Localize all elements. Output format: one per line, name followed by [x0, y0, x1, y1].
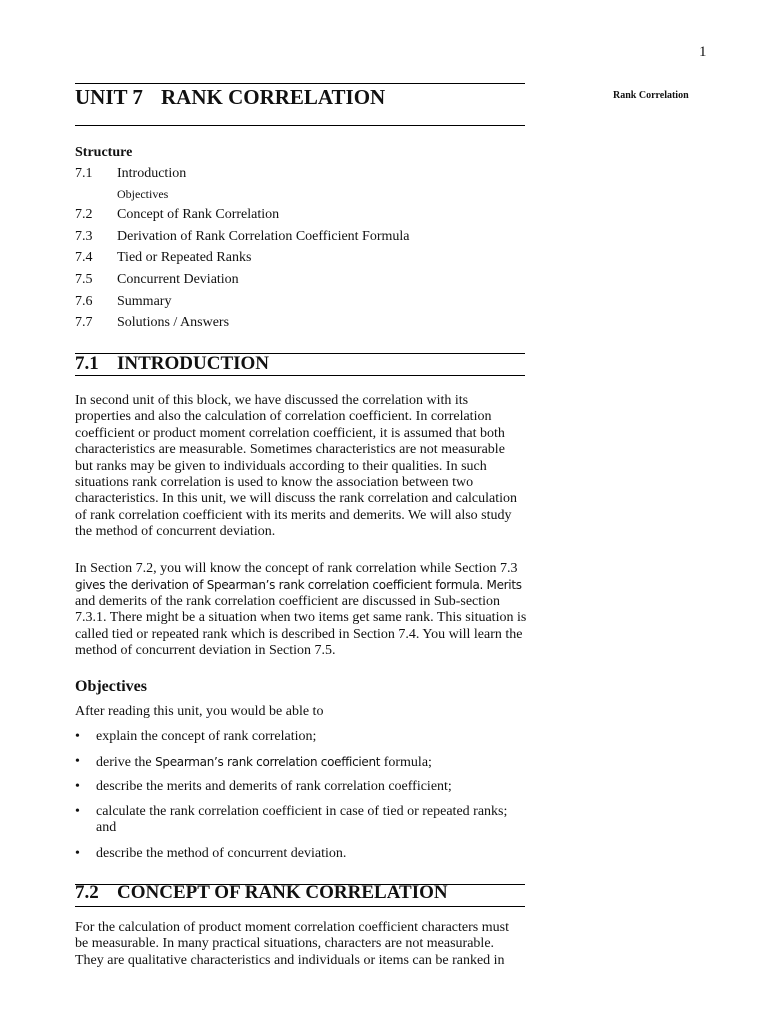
toc-item: 7.1 Introduction — [75, 166, 187, 181]
toc-item: 7.7 Solutions / Answers — [75, 315, 230, 330]
section-heading-7-1: 7.1 INTRODUCTION — [75, 353, 270, 374]
unit-number: UNIT 7 — [75, 85, 143, 109]
intro-paragraph-2: In Section 7.2, you will know the concept of rank correlation while Section 7.3 gives the derivation of Spearman’s rank correlation coefficient formula. Merits and demerits of the rank correlation coefficient are discussed in Sub-section 7.3.1. There might be a situation when two items get same rank. This situation is called tied or repeated rank which is described in Section 7.4. You will learn the method of concurrent deviation in Section 7.5. — [75, 561, 527, 659]
title-bottom-rule — [75, 125, 525, 126]
toc-item: 7.2 Concept of Rank Correlation — [75, 207, 280, 222]
bullet-icon: • — [75, 779, 80, 794]
toc-item: 7.5 Concurrent Deviation — [75, 272, 239, 287]
section-rule-bottom — [75, 906, 525, 907]
bullet-icon: • — [75, 846, 80, 861]
concept-paragraph: For the calculation of product moment correlation coefficient characters must be measurable. In many practical situations, characters are not measurable. They are qualitative characteristics and individuals or items can be ranked in — [75, 920, 509, 968]
toc-item: 7.4 Tied or Repeated Ranks — [75, 250, 252, 265]
section-heading-7-2: 7.2 CONCEPT OF RANK CORRELATION — [75, 882, 448, 903]
bullet-icon: • — [75, 754, 80, 769]
unit-title — [75, 85, 385, 110]
unit-name: RANK CORRELATION — [161, 85, 386, 109]
objectives-heading: Objectives — [75, 678, 147, 695]
top-rule — [75, 83, 525, 84]
running-header: Rank Correlation — [613, 90, 689, 101]
bullet-icon: • — [75, 729, 80, 744]
bullet-icon: • — [75, 804, 80, 819]
toc-item: 7.3 Derivation of Rank Correlation Coefficient Formula — [75, 229, 410, 244]
intro-paragraph-1: In second unit of this block, we have discussed the correlation with its properties and also the calculation of correlation coefficient. In correlation coefficient or product moment correlation coefficient, it is assumed that both characteristics are measurable. Sometimes characteristics are not measurable but ranks may be given to individuals according to their qualities. In such situations rank correlation is used to know the association between two characteristics. In this unit, we will discuss the rank correlation and calculation of rank correlation coefficient with its merits and demerits. We will also study the method of concurrent deviation. — [75, 393, 518, 540]
toc-subitem: Objectives — [117, 187, 169, 201]
toc-item: 7.6 Summary — [75, 294, 172, 309]
objectives-intro: After reading this unit, you would be able to — [75, 704, 324, 719]
page-number: 1 — [699, 44, 707, 60]
structure-heading: Structure — [75, 145, 133, 160]
section-rule-bottom — [75, 375, 525, 376]
